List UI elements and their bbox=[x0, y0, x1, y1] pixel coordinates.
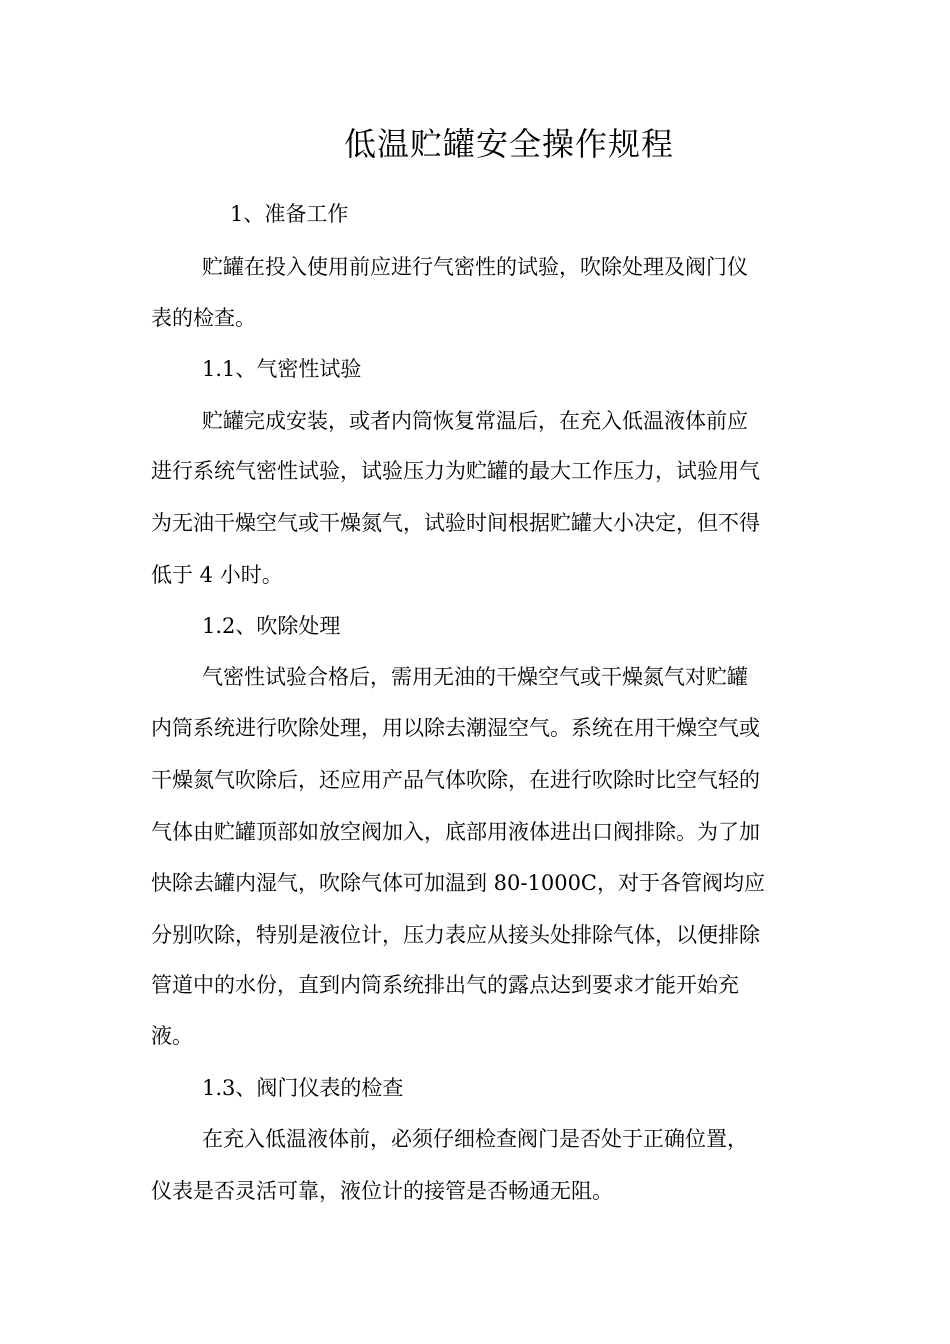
paragraph-line: 在充入低温液体前，必须仔细检查阀门是否处于正确位置， bbox=[202, 1127, 748, 1151]
paragraph-line: 低于 4 小时。 bbox=[151, 563, 283, 587]
section-heading-1-2: 1.2、吹除处理 bbox=[202, 614, 341, 638]
paragraph-line: 气体由贮罐顶部如放空阀加入，底部用液体进出口阀排除。为了加 bbox=[151, 820, 760, 844]
document-title: 低温贮罐安全操作规程 bbox=[343, 125, 674, 163]
paragraph-line: 快除去罐内湿气，吹除气体可加温到 80-1000C，对于各管阀均应 bbox=[151, 871, 766, 895]
paragraph-line: 内筒系统进行吹除处理，用以除去潮湿空气。系统在用干燥空气或 bbox=[151, 716, 760, 740]
paragraph-line: 管道中的水份，直到内筒系统排出气的露点达到要求才能开始充 bbox=[151, 973, 739, 997]
paragraph-line: 表的检查。 bbox=[151, 306, 256, 330]
paragraph-line: 仪表是否灵活可靠，液位计的接管是否畅通无阻。 bbox=[151, 1179, 613, 1203]
section-heading-1-3: 1.3、阀门仪表的检查 bbox=[202, 1076, 404, 1100]
paragraph-line: 干燥氮气吹除后，还应用产品气体吹除，在进行吹除时比空气轻的 bbox=[151, 768, 760, 792]
paragraph-line: 为无油干燥空气或干燥氮气，试验时间根据贮罐大小决定，但不得 bbox=[151, 511, 760, 535]
paragraph-line: 分别吹除，特别是液位计，压力表应从接头处排除气体，以便排除 bbox=[151, 923, 760, 947]
section-heading-1: 1、准备工作 bbox=[230, 202, 349, 226]
section-heading-1-1: 1.1、气密性试验 bbox=[202, 357, 362, 381]
paragraph-line: 气密性试验合格后，需用无油的干燥空气或干燥氮气对贮罐 bbox=[202, 665, 748, 689]
paragraph-line: 液。 bbox=[151, 1024, 193, 1048]
paragraph-line: 进行系统气密性试验，试验压力为贮罐的最大工作压力，试验用气 bbox=[151, 459, 760, 483]
paragraph-line: 贮罐在投入使用前应进行气密性的试验，吹除处理及阀门仪 bbox=[202, 255, 748, 279]
paragraph-line: 贮罐完成安装，或者内筒恢复常温后，在充入低温液体前应 bbox=[202, 409, 748, 433]
